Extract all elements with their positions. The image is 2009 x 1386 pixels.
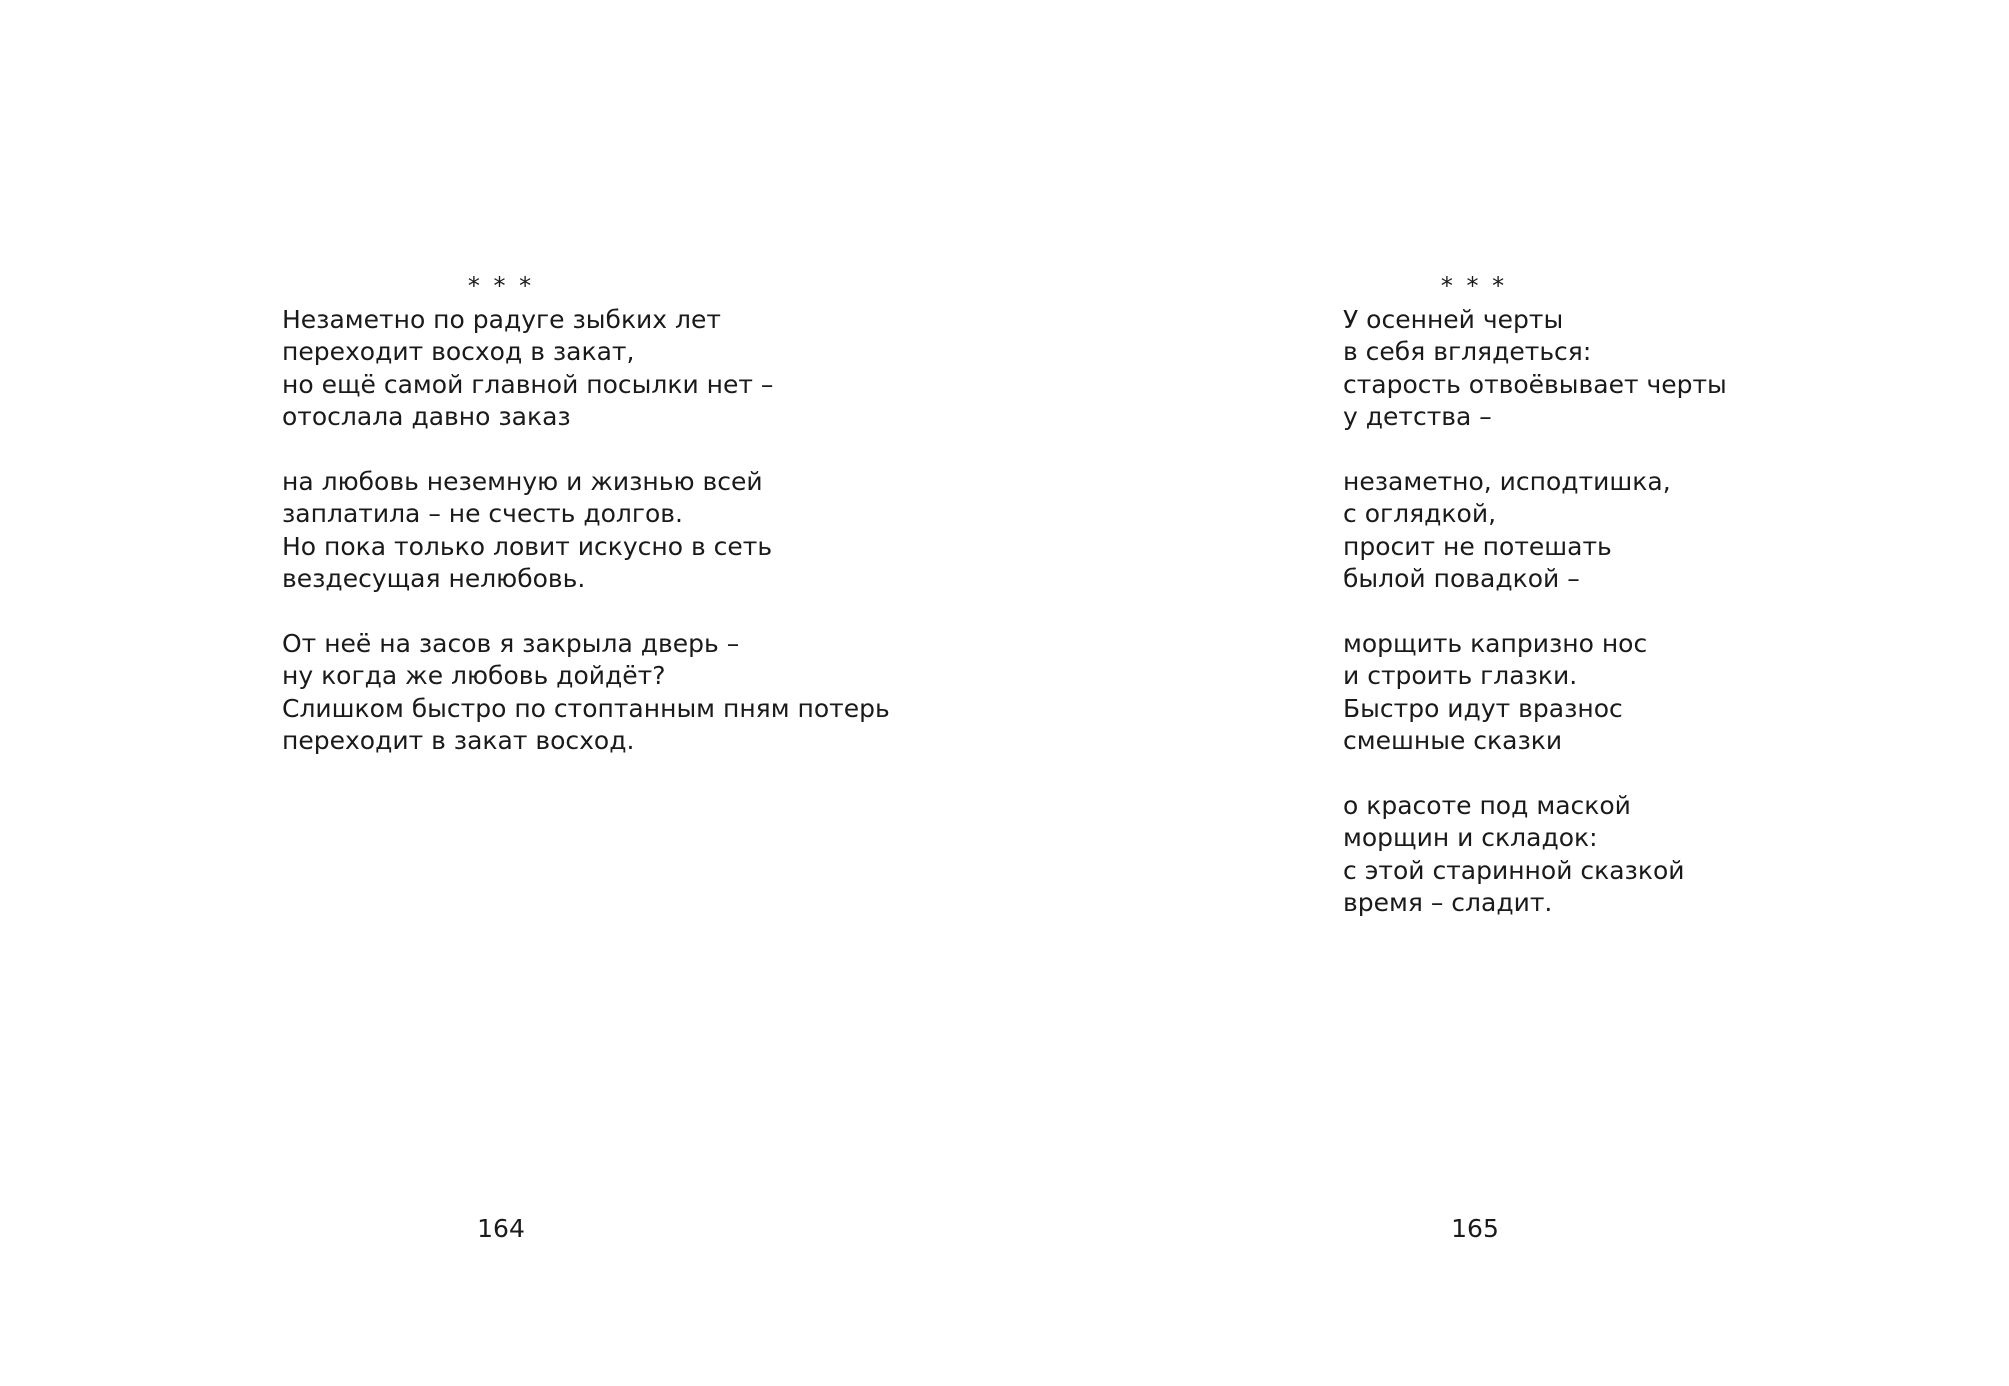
poem-line: на любовь неземную и жизнью всей [282,466,763,496]
stanza [1343,466,1727,596]
poem-line: Но пока только ловит искусно в сеть [282,531,773,561]
poem-line: но ещё самой главной посылки нет – [282,369,774,399]
poem-line: переходит восход в закат, [282,337,635,367]
poem-line: Незаметно по радуге зыбких лет [282,305,721,334]
poem-line: с этой старинной сказкой [1343,855,1685,885]
left-page [0,0,1004,1386]
stanza [1343,790,1727,920]
page-number: 165 [1451,1214,1499,1243]
poem-line: Быстро идут вразнос [1343,693,1623,723]
stanza [282,466,890,596]
poem-line: у детства – [1343,402,1492,432]
poem-line: и строить глазки. [1343,661,1578,691]
poem-line: время – сладит. [1343,888,1553,918]
poem-line: заплатила – не счесть долгов. [282,499,683,529]
poem-line: просит не потешать [1343,531,1612,561]
poem-line: ну когда же любовь дойдёт? [282,661,666,691]
poem-line: с оглядкой, [1343,499,1497,529]
poem-line: отослала давно заказ [282,402,571,432]
page-number: 164 [477,1214,525,1243]
poem-line: морщин и складок: [1343,823,1598,853]
poem-line: незаметно, исподтишка, [1343,466,1671,496]
poem-separator: * * * [1440,272,1508,300]
poem-line: вездесущая нелюбовь. [282,564,586,594]
right-page [1004,0,2009,1386]
poem-line: Слишком быстро по стоптанным пням потерь [282,693,890,723]
poem-line: морщить капризно нос [1343,628,1648,658]
stanza [282,628,890,758]
poem-line: о красоте под маской [1343,790,1631,820]
poem-body [282,304,890,757]
stanza [282,304,890,434]
poem-line: былой повадкой – [1343,564,1580,594]
poem-line: старость отвоёвывает черты [1343,369,1727,399]
stanza [1343,628,1727,758]
poem-line: в себя вглядеться: [1343,337,1592,367]
poem-line: смешные сказки [1343,726,1563,756]
poem-separator: * * * [467,272,535,300]
poem-line: От неё на засов я закрыла дверь – [282,628,740,658]
poem-line: У осенней черты [1343,305,1564,334]
stanza [1343,304,1727,434]
poem-line: переходит в закат восход. [282,726,635,756]
poem-body [1343,304,1727,919]
